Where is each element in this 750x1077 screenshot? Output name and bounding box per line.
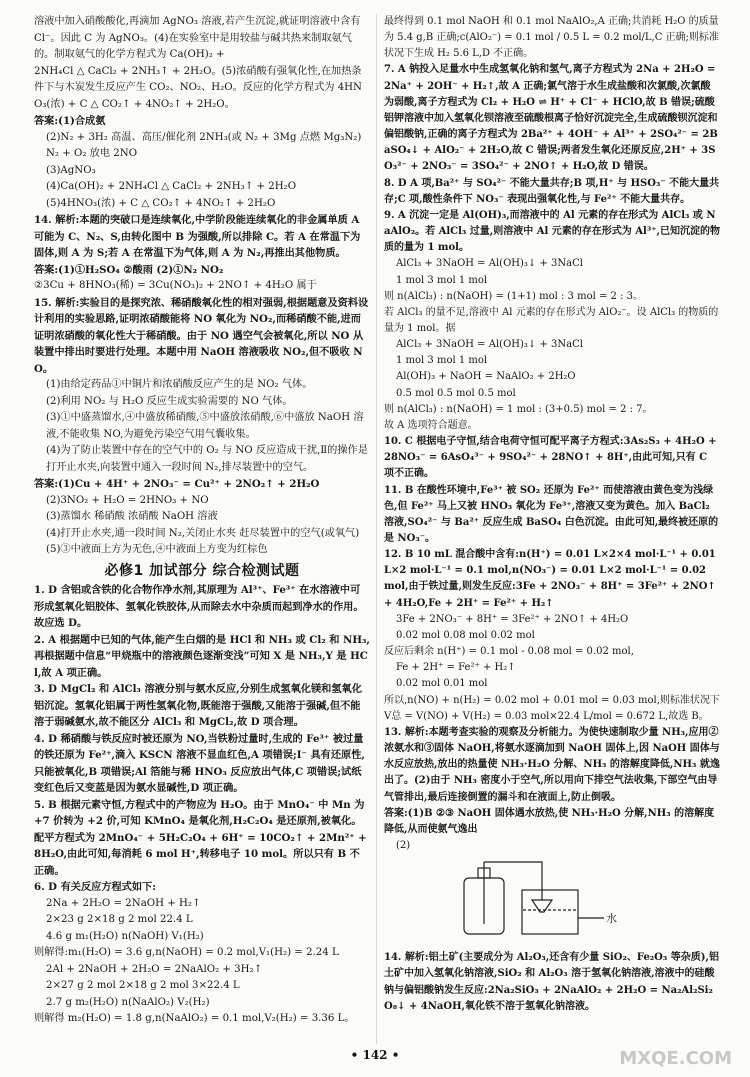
left-paragraph: (2)利用 NO₂ 与 H₂O 反应生成实验需要的 NO 气体。 [46, 395, 293, 407]
right-paragraph: 1 mol 3 mol 1 mol [396, 274, 488, 286]
left-paragraph: 3. D MgCl₂ 和 AlCl₃ 溶液分别与氨水反应,分别生成氢氧化镁和氢氧化铝沉淀。氢氧化铝属于两性氢氧化物,既能溶于强酸,又能溶于强碱,但不能溶于弱碱氨水,故不能区分 AlCl₃ 和 MgCl₂,故 D 项合理。 [34, 683, 362, 728]
left-paragraph: 14. 解析:本题的突破口是连续氧化,中学阶段能连续氧化的非金属单质 A 可能为 C、N₂、S,由转化图中 B 为强酸,所以排除 C。若 A 在常温下为固体,则 A 为 S;若 A 在常温下为气体,则 A 为 N₂,再推出其他物质。 [34, 214, 361, 259]
left-paragraph: 溶液中加入硝酸酸化,再滴加 AgNO₃ 溶液,若产生沉淀,就证明溶液中含有 Cl⁻。因此 C 为 AgNO₃。(4)在实验室中是用较盐与碱共热来制取氨气的。制取氨气的化学方程式为 Ca(OH)₂ + [34, 16, 361, 60]
right-paragraph: AlCl₃ + 3NaOH = Al(OH)₃↓ + 3NaCl [396, 339, 583, 351]
left-paragraph: 2×23 g 2×18 g 2 mol 22.4 L [46, 914, 193, 925]
left-paragraph: (1)由给定药品①中铜片和浓硝酸反应产生的是 NO₂ 气体。 [46, 379, 313, 390]
left-paragraph: ②3Cu + 8HNO₃(稀) = 3Cu(NO₃)₂ + 2NO↑ + 4H₂O 属于 [34, 280, 317, 291]
connecting-tube [484, 862, 542, 900]
left-paragraph: 2.7 g m₂(H₂O) n(NaAlO₂) V₂(H₂) [46, 996, 210, 1008]
right-paragraph: 13. 解析:本题考查实验的观察及分析能力。为使快速制取少量 NH₃,应用②浓氨水和③固体 NaOH,将氨水逐滴加到 NaOH 固体上,因 NaOH 固体与水反应放热,放出的热量使 NH₃·H₂O 分解、NH₃ 的溶解度降低,NH₃ 就逸出了。(2)由于 NH₃ 密度小于空气,所以用向下排空气法收集,下部空气由导气管排出,最后连接倒置的漏斗和在液面上,防止倒吸。 [384, 726, 720, 803]
left-paragraph: (4)Ca(OH)₂ + 2NH₄Cl △ CaCl₂ + 2NH₃↑ + 2H₂O [46, 181, 297, 192]
ammonia-collection-diagram [454, 860, 644, 938]
left-paragraph: (5)4HNO₃(浓) + C △ CO₂↑ + 4NO₂↑ + 2H₂O [46, 197, 276, 209]
right-paragraph: AlCl₃ + 3NaOH = Al(OH)₃↓ + 3NaCl [396, 258, 583, 270]
left-paragraph: 则解得 m₂(H₂O) = 1.8 g,n(NaAlO₂) = 0.1 mol,V₂(H₂) = 3.36 L。 [34, 1013, 355, 1024]
left-paragraph: 答案:(1)①H₂SO₄ ②酸雨 (2)①N₂ NO₂ [34, 263, 224, 276]
left-paragraph: 2. A 根据题中已知的气体,能产生白烟的是 HCl 和 NH₃ 或 Cl₂ 和 NH₃,再根据题中信息“甲烧瓶中的溶液颜色逐渐变浅”可知 X 是 NH₃,Y 是 HCl,故 A 项正确。 [34, 633, 370, 679]
right-paragraph: 则 n(AlCl₃) : n(NaOH) = 1 mol : (3+0.5) mol = 2 : 7。 [384, 403, 653, 415]
left-paragraph: 2Al + 2NaOH + 2H₂O = 2NaAlO₂ + 3H₂↑ [46, 963, 263, 975]
section-title: 必修1 加试部分 综合检测试题 [104, 562, 300, 579]
watermark: MXQE.COM [619, 1048, 732, 1069]
right-paragraph: Fe + 2H⁺ = Fe²⁺ + H₂↑ [396, 662, 516, 674]
right-paragraph: 10. C 根据电子守恒,结合电荷守恒可配平离子方程式:3As₂S₃ + 4H₂O + 28NO₃⁻ = 6AsO₄³⁻ + 9SO₄²⁻ + 28NO↑ + 8H⁺,由此可知,只有 C 项不正确。 [384, 436, 717, 480]
left-paragraph: (3)①中盛蒸馏水,④中盛放稀硝酸,⑤中盛放浓硝酸,⑥中盛放 NaOH 溶液,不能收集 NO,为避免污染空气用气囊收集。 [46, 412, 364, 440]
right-paragraph: 反应后剩余 n(H⁺) = 0.1 mol - 0.08 mol = 0.02 mol, [384, 646, 634, 658]
left-paragraph: 2×27 g 2 mol 2×18 g 2 mol 3×22.4 L [46, 980, 240, 991]
left-paragraph: 4. D 稀硝酸与铁反应时被还原为 NO,当铁粉过量时,生成的 Fe³⁺ 被过量的铁还原为 Fe²⁺,滴入 KSCN 溶液不显血红色,A 项错误;I⁻ 具有还原性,只能被氧化,B 项错误;Al 箔能与稀 HNO₃ 反应放出气体,C 项错误;试纸变红色后又变蓝是因为氨水显碱性,D 项正确。 [34, 732, 365, 794]
left-paragraph: (2)N₂ + 3H₂ 高温、高压/催化剂 2NH₃(或 N₂ + 3Mg 点燃 Mg₃N₂) [46, 131, 362, 143]
right-paragraph: 9. A 沉淀一定是 Al(OH)₃,而溶液中的 Al 元素的存在形式为 AlCl₃ 或 NaAlO₂。若 AlCl₃ 过量,则溶液中 Al 元素的存在形式为 Al³⁺,已知沉淀的物质的量为 1 mol。 [384, 209, 720, 254]
left-paragraph: (2)3NO₂ + H₂O = 2HNO₃ + NO [46, 494, 209, 506]
water-beaker [522, 890, 578, 934]
right-column [384, 14, 720, 1015]
left-paragraph: (4)为了防止装置中存在的空气中的 O₂ 与 NO 反应造成干扰,Ⅱ的操作是打开止水夹,向装置中通入一段时间 N₂,排尽装置中的空气。 [46, 445, 368, 473]
left-paragraph: (3)AgNO₃ [46, 164, 96, 176]
left-paragraph: (4)打开止水夹,通一段时间 N₂,关闭止水夹 赶尽装置中的空气(或氧气) [46, 527, 360, 539]
right-paragraph: 0.02 mol 0.01 mol [396, 678, 488, 690]
right-paragraph: 最终得到 0.1 mol NaOH 和 0.1 mol NaAlO₂,A 正确;共消耗 H₂O 的质量为 5.4 g,B 正确;c(AlO₂⁻) = 0.1 mol / 0.5 L = 0.2 mol/L,C 正确;则标准状况下生成 H₂ 5.6 L,D 不正确。 [384, 16, 719, 60]
right-paragraph: 8. D A 项,Ba²⁺ 与 SO₄²⁻ 不能大量共存;B 项,H⁺ 与 HSO₃⁻ 不能大量共存;C 项,酸性条件下 NO₃⁻ 表现出强氧化性,与 Fe²⁺ 不能大量共存。 [384, 177, 720, 205]
left-paragraph: 则解得:m₁(H₂O) = 3.6 g,n(NaOH) = 0.2 mol,V₁(H₂) = 2.24 L [34, 947, 339, 958]
right-paragraph: 7. A 钠投入足量水中生成氢氧化钠和氢气,离子方程式为 2Na + 2H₂O = 2Na⁺ + 2OH⁻ + H₂↑,故 A 正确;氯气溶于水生成盐酸和次氯酸,次氯酸为弱酸,离子方程式为 Cl₂ + H₂O ⇌ H⁺ + Cl⁻ + HClO,故 B 错误;硫酸铝钾溶液中加入氢氧化钡溶液至硫酸根离子恰好沉淀完全,生成硫酸钡沉淀和偏铝酸钠,正确的离子方程式为 2Ba²⁺ + 4OH⁻ + Al³⁺ + 2SO₄²⁻ = 2BaSO₄↓ + AlO₂⁻ + 2H₂O,故 C 错误;两者发生氧化还原反应,2H⁺ + 3SO₃²⁻ + 2NO₃⁻ = 3SO₄²⁻ + 2NO↑ + H₂O,故 D 错误。 [384, 64, 718, 173]
left-paragraph: 4.6 g m₁(H₂O) n(NaOH) V₁(H₂) [46, 930, 204, 942]
right-paragraph: 1 mol 3 mol 1 mol [396, 355, 488, 367]
left-paragraph: 答案:(1)Cu + 4H⁺ + 2NO₃⁻ = Cu²⁺ + 2NO₂↑ + 2H₂O [34, 478, 320, 490]
right-paragraph: (2) [396, 839, 411, 851]
right-paragraph: 则 n(AlCl₃) : n(NaOH) = (1+1) mol : 3 mol = 2 : 3。 [384, 290, 643, 302]
left-paragraph: 答案:(1)合成氨 [34, 115, 106, 127]
column-divider [376, 14, 377, 1044]
right-paragraph: 0.5 mol 0.5 mol 0.5 mol [396, 387, 516, 399]
water-label: 水 [606, 912, 617, 926]
left-paragraph: (5)③中液面上方为无色,④中液面上方变为红棕色 [46, 544, 268, 555]
left-paragraph: 5. B 根据元素守恒,方程式中的产物应为 H₂O。由于 MnO₄⁻ 中 Mn 为 +7 价转为 +2 价,可知 KMnO₄ 是氧化剂,H₂C₂O₄ 是还原剂,被氧化。配平方程式为 2MnO₄⁻ + 5H₂C₂O₄ + 6H⁺ = 10CO₂↑ + 2Mn²⁺ + 8H₂O,由此可知,每消耗 6 mol H⁺,转移电子 10 mol。所以只有 B 不正确。 [34, 798, 367, 877]
right-paragraph: Al(OH)₃ + NaOH = NaAlO₂ + 2H₂O [396, 371, 576, 383]
right-paragraph: 3Fe + 2NO₃⁻ + 8H⁺ = 3Fe²⁺ + 2NO↑ + 4H₂O [396, 613, 629, 625]
right-paragraph: 12. B 10 mL 混合酸中含有:n(H⁺) = 0.01 L×2×4 mol·L⁻¹ + 0.01 L×2 mol·L⁻¹ = 0.1 mol,n(NO₃⁻) = 0.01 L×2 mol·L⁻¹ = 0.02 mol,由于铁过量,则发生反应:3Fe + 2NO₃⁻ + 8H⁺ = 3Fe²⁺ + 2NO↑ + 4H₂O,Fe + 2H⁺ = Fe²⁺ + H₂↑ [384, 549, 716, 609]
right-paragraph: 14. 解析:铝土矿(主要成分为 Al₂O₃,还含有少量 SiO₂、Fe₂O₃ 等杂质),铝土矿中加入氢氧化钠溶液,SiO₂ 和 Al₂O₃ 溶于氢氧化钠溶液,溶液中的硅酸钠与偏铝酸钠发生反应:2Na₂SiO₃ + 2NaAlO₂ + 2H₂O = Na₂Al₂Si₂O₈↓ + 4NaOH,氧化铁不溶于氢氧化钠溶液。 [384, 952, 719, 1012]
right-paragraph: 故 A 选项符合题意。 [384, 419, 478, 431]
right-paragraph: 0.02 mol 0.08 mol 0.02 mol [396, 629, 535, 641]
left-paragraph: 15. 解析:实验目的是探究浓、稀硝酸氧化性的相对强弱,根据题意及资料设计利用的实验思路,证明浓硝酸能将 NO 氧化为 NO₂,而稀硝酸不能,进而证明浓硝酸的氧化性大于稀硝酸。由于 NO 遇空气会被氧化,所以 NO 从装置中排出时要进行处理。本题中用 NaOH 溶液吸收 NO₂,但不吸收 NO。 [34, 296, 369, 375]
right-paragraph: 11. B 在酸性环境中,Fe³⁺ 被 SO₂ 还原为 Fe²⁺ 而使溶液由黄色变为浅绿色,但 Fe²⁺ 马上又被 HNO₃ 氧化为 Fe³⁺,溶液又变为黄色。加入 BaCl₂ 溶液,SO₄²⁻ 与 Ba²⁺ 反应生成 BaSO₄ 白色沉淀。由此可知,最终被还原的是 NO₃⁻。 [384, 484, 719, 544]
left-paragraph: N₂ + O₂ 放电 2NO [46, 148, 138, 159]
left-paragraph: 1. D 含铝或含铁的化合物作净水剂,其原理为 Al³⁺、Fe³⁺ 在水溶液中可形成氢氧化铝胶体、氢氧化铁胶体,从而除去水中杂质而起到净水的作用。故应选 D。 [34, 584, 364, 629]
left-paragraph: 2NH₄Cl △ CaCl₂ + 2NH₃↑ + 2H₂O。(5)浓硝酸有强氧化性,在加热条件下与木炭发生反应产生 CO₂、NO₂、H₂O。反应的化学方程式为 4HNO₃(浓) + C △ CO₂↑ + 4NO₂↑ + 2H₂O。 [34, 65, 362, 110]
right-paragraph: 所以,n(NO) + n(H₂) = 0.02 mol + 0.01 mol = 0.03 mol,则标准状况下 V总 = V(NO) + V(H₂) = 0.03 mol×22.4 L/mol = 0.672 L,故选 B。 [384, 694, 720, 722]
page-number: • 142 • [350, 1048, 400, 1062]
left-paragraph: (3)蒸馏水 稀硝酸 浓硝酸 NaOH 溶液 [46, 511, 218, 522]
left-paragraph: 6. D 有关反应方程式如下: [34, 881, 157, 893]
left-paragraph: 2Na + 2H₂O = 2NaOH + H₂↑ [46, 897, 201, 909]
right-paragraph: 答案:(1)B ②③ NaOH 固体遇水放热,使 NH₃·H₂O 分解,NH₃ 的溶解度降低,从而使氨气逸出 [384, 807, 715, 835]
left-column [34, 14, 370, 1028]
right-paragraph: 若 AlCl₃ 的量不足,溶液中 Al 元素的存在形式为 AlO₂⁻。设 AlCl₃ 的物质的量为 1 mol。据 [384, 306, 719, 334]
